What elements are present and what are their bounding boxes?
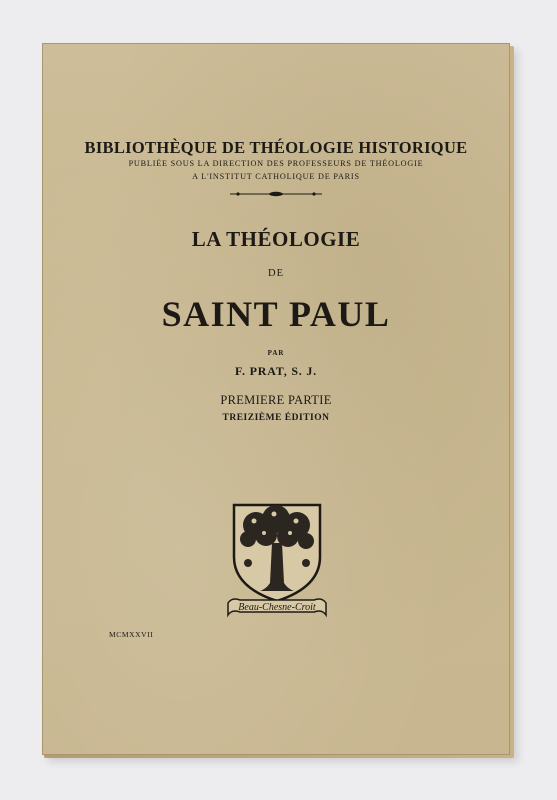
title-line-1: LA THÉOLOGIE — [191, 227, 361, 251]
book-cover — [42, 43, 510, 755]
publication-year: MCMXXVII — [109, 630, 154, 639]
by-label: PAR — [267, 349, 285, 357]
edition-label: TREIZIÈME ÉDITION — [222, 413, 330, 423]
ornamental-rule-icon — [228, 190, 324, 198]
oak-tree-shield-emblem-icon — [226, 499, 328, 619]
series-title: BIBLIOTHÈQUE DE THÉOLOGIE HISTORIQUE — [84, 137, 468, 158]
series-subtitle-line-2: A L'INSTITUT CATHOLIQUE DE PARIS — [192, 172, 360, 181]
part-label: PREMIERE PARTIE — [220, 393, 332, 407]
title-line-2: DE — [268, 268, 284, 279]
emblem-motto: Beau-Chesne-Croit — [238, 602, 316, 613]
series-subtitle-line-1: PUBLIÉE SOUS LA DIRECTION DES PROFESSEURS DE THÉOLOGIE — [128, 159, 424, 168]
main-title: SAINT PAUL — [161, 294, 391, 334]
author-name: F. PRAT, S. J. — [235, 364, 317, 378]
